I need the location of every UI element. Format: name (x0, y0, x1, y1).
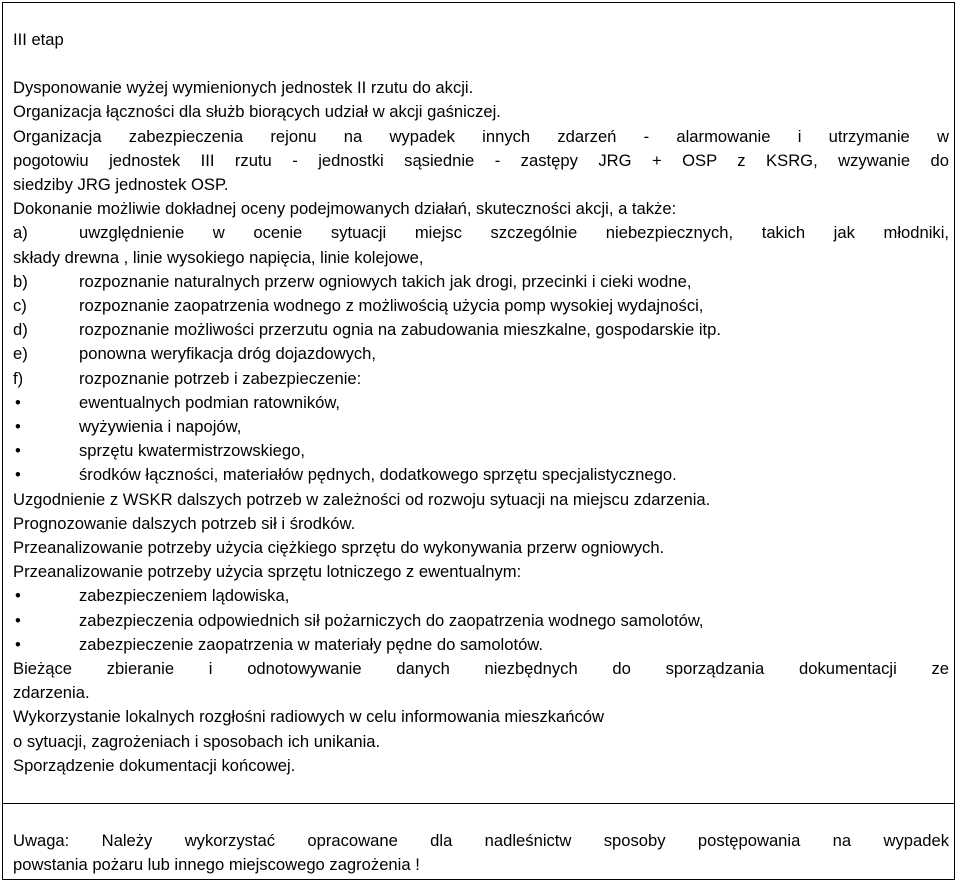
middle-line: Prognozowanie dalszych potrzeb sił i środków. (13, 513, 356, 533)
intro-line: Organizacja zabezpieczenia rejonu na wypadek innych zdarzeń - alarmowanie i utrzymanie w (13, 126, 949, 146)
note-line: powstania pożaru lub innego miejscowego zagrożenia ! (13, 855, 420, 875)
bullet-icon: • (15, 586, 21, 606)
intro-line: Dysponowanie wyżej wymienionych jednostek II rzutu do akcji. (13, 78, 474, 98)
note-content (13, 829, 949, 877)
item-text: uwzględnienie w ocenie sytuacji miejsc szczególnie niebezpiecznych, takich jak młodniki, (79, 223, 949, 243)
closing-line: Bieżące zbieranie i odnotowywanie danych niezbędnych do sporządzania dokumentacji ze (13, 659, 949, 679)
lettered-item (13, 294, 949, 318)
lettered-item (13, 318, 949, 342)
bullet-icon: • (15, 465, 21, 485)
bullet-item (13, 584, 949, 608)
middle-line: Uzgodnienie z WSKR dalszych potrzeb w zależności od rozwoju sytuacji na miejscu zdarzenia. (13, 489, 711, 509)
item-marker: a) (13, 223, 28, 243)
closing-line: Sporządzenie dokumentacji końcowej. (13, 755, 296, 775)
item-text: rozpoznanie możliwości przerzutu ognia na zabudowania mieszkalne, gospodarskie itp. (79, 320, 721, 340)
bullet-icon: • (15, 441, 21, 461)
middle-line: Przeanalizowanie potrzeby użycia ciężkiego sprzętu do wykonywania przerw ogniowych. (13, 538, 665, 558)
item-continuation: składy drewna , linie wysokiego napięcia, linie kolejowe, (13, 247, 424, 267)
intro-line: siedziby JRG jednostek OSP. (13, 175, 229, 195)
bullet-text: środków łączności, materiałów pędnych, dodatkowego sprzętu specjalistycznego. (79, 465, 677, 485)
lettered-item (13, 270, 949, 294)
stage-title: III etap (13, 30, 64, 49)
bullet-text: zabezpieczeniem lądowiska, (79, 586, 290, 606)
closing-line: o sytuacji, zagrożeniach i sposobach ich unikania. (13, 731, 381, 751)
bullet-item (13, 463, 949, 487)
item-marker: b) (13, 271, 28, 291)
note-line: Uwaga: Należy wykorzystać opracowane dla nadleśnictw sposoby postępowania na wypadek (13, 831, 949, 850)
stage-content (13, 28, 949, 778)
intro-line: Organizacja łączności dla służb biorących udział w akcji gaśniczej. (13, 102, 501, 122)
bullet-icon: • (15, 417, 21, 437)
item-marker: c) (13, 296, 27, 316)
item-text: rozpoznanie zaopatrzenia wodnego z możliwością użycia pomp wysokiej wydajności, (79, 296, 704, 316)
bullet-icon: • (15, 634, 21, 654)
item-text: rozpoznanie potrzeb i zabezpieczenie: (79, 368, 362, 388)
closing-line: zdarzenia. (13, 683, 90, 703)
lettered-item (13, 342, 949, 366)
closing-line: Wykorzystanie lokalnych rozgłośni radiowych w celu informowania mieszkańców (13, 707, 605, 727)
item-text: ponowna weryfikacja dróg dojazdowych, (79, 344, 377, 364)
item-marker: e) (13, 344, 28, 364)
middle-line: Przeanalizowanie potrzeby użycia sprzętu lotniczego z ewentualnym: (13, 562, 522, 582)
bullet-icon: • (15, 392, 21, 412)
lettered-item (13, 367, 949, 391)
bullet-item (13, 609, 949, 633)
bullet-text: zabezpieczenie zaopatrzenia w materiały pędne do samolotów. (79, 634, 543, 654)
bullet-item (13, 439, 949, 463)
bullet-text: wyżywienia i napojów, (79, 417, 242, 437)
bullet-item (13, 415, 949, 439)
item-text: rozpoznanie naturalnych przerw ogniowych takich jak drogi, przecinki i cieki wodne, (79, 271, 692, 291)
intro-line: Dokonanie możliwie dokładnej oceny podejmowanych działań, skuteczności akcji, a także: (13, 199, 677, 219)
item-marker: f) (13, 368, 24, 388)
item-marker: d) (13, 320, 28, 340)
bullet-text: ewentualnych podmian ratowników, (79, 392, 341, 412)
spacer (13, 52, 949, 76)
bullet-icon: • (15, 610, 21, 630)
bullet-text: sprzętu kwatermistrzowskiego, (79, 441, 305, 461)
lettered-item (13, 221, 949, 245)
intro-line: pogotowiu jednostek III rzutu - jednostki sąsiednie - zastępy JRG + OSP z KSRG, wzywanie do (13, 150, 949, 170)
bullet-item (13, 391, 949, 415)
bullet-item (13, 633, 949, 657)
bullet-text: zabezpieczenia odpowiednich sił pożarniczych do zaopatrzenia wodnego samolotów, (79, 610, 704, 630)
